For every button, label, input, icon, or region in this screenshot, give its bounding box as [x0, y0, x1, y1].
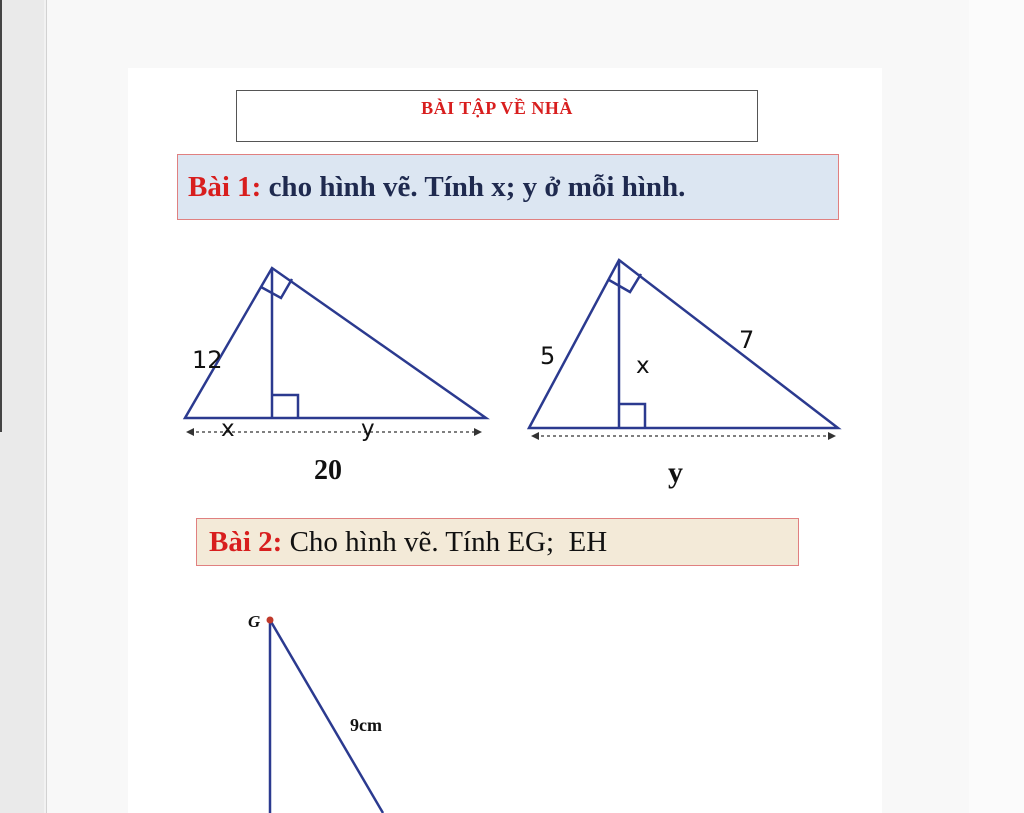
fig2-height-label: x	[636, 353, 650, 379]
exercise-2-heading	[196, 518, 799, 566]
arrow-left-icon	[531, 432, 539, 440]
triangle-2-outline	[529, 260, 838, 428]
triangle-2-right-angle-foot	[619, 404, 645, 428]
arrow-left-icon	[186, 428, 194, 436]
exercise-1-label: Bài 1:	[188, 170, 262, 203]
point-g-label: G	[248, 612, 261, 631]
fig2-left-side-label: 5	[540, 342, 556, 370]
exercise-2-label: Bài 2:	[209, 525, 283, 558]
triangle-1-right-angle-top	[261, 279, 292, 298]
exercise-2-text: Cho hình vẽ. Tính EG; EH	[282, 525, 608, 558]
fig2-base-label: y	[668, 456, 683, 489]
exercise-1-text: cho hình vẽ. Tính x; y ở mỗi hình.	[261, 170, 686, 203]
triangle-2-right-angle-top	[609, 274, 641, 292]
fig3-side-label: 9cm	[350, 715, 382, 735]
triangle-2	[529, 260, 838, 428]
fig1-side-label: 12	[192, 346, 223, 374]
point-g-marker	[267, 617, 274, 624]
fig1-y-label: y	[361, 416, 375, 442]
page-title: BÀI TẬP VỀ NHÀ	[421, 98, 573, 118]
fig1-base-label: 20	[314, 455, 342, 486]
arrow-right-icon	[828, 432, 836, 440]
triangle-1	[185, 268, 486, 418]
triangle-1-right-angle-foot	[272, 395, 298, 418]
fig1-x-label: x	[221, 416, 235, 442]
fig2-right-side-label: 7	[739, 326, 755, 354]
triangle-1-outline	[185, 268, 486, 418]
arrow-right-icon	[474, 428, 482, 436]
